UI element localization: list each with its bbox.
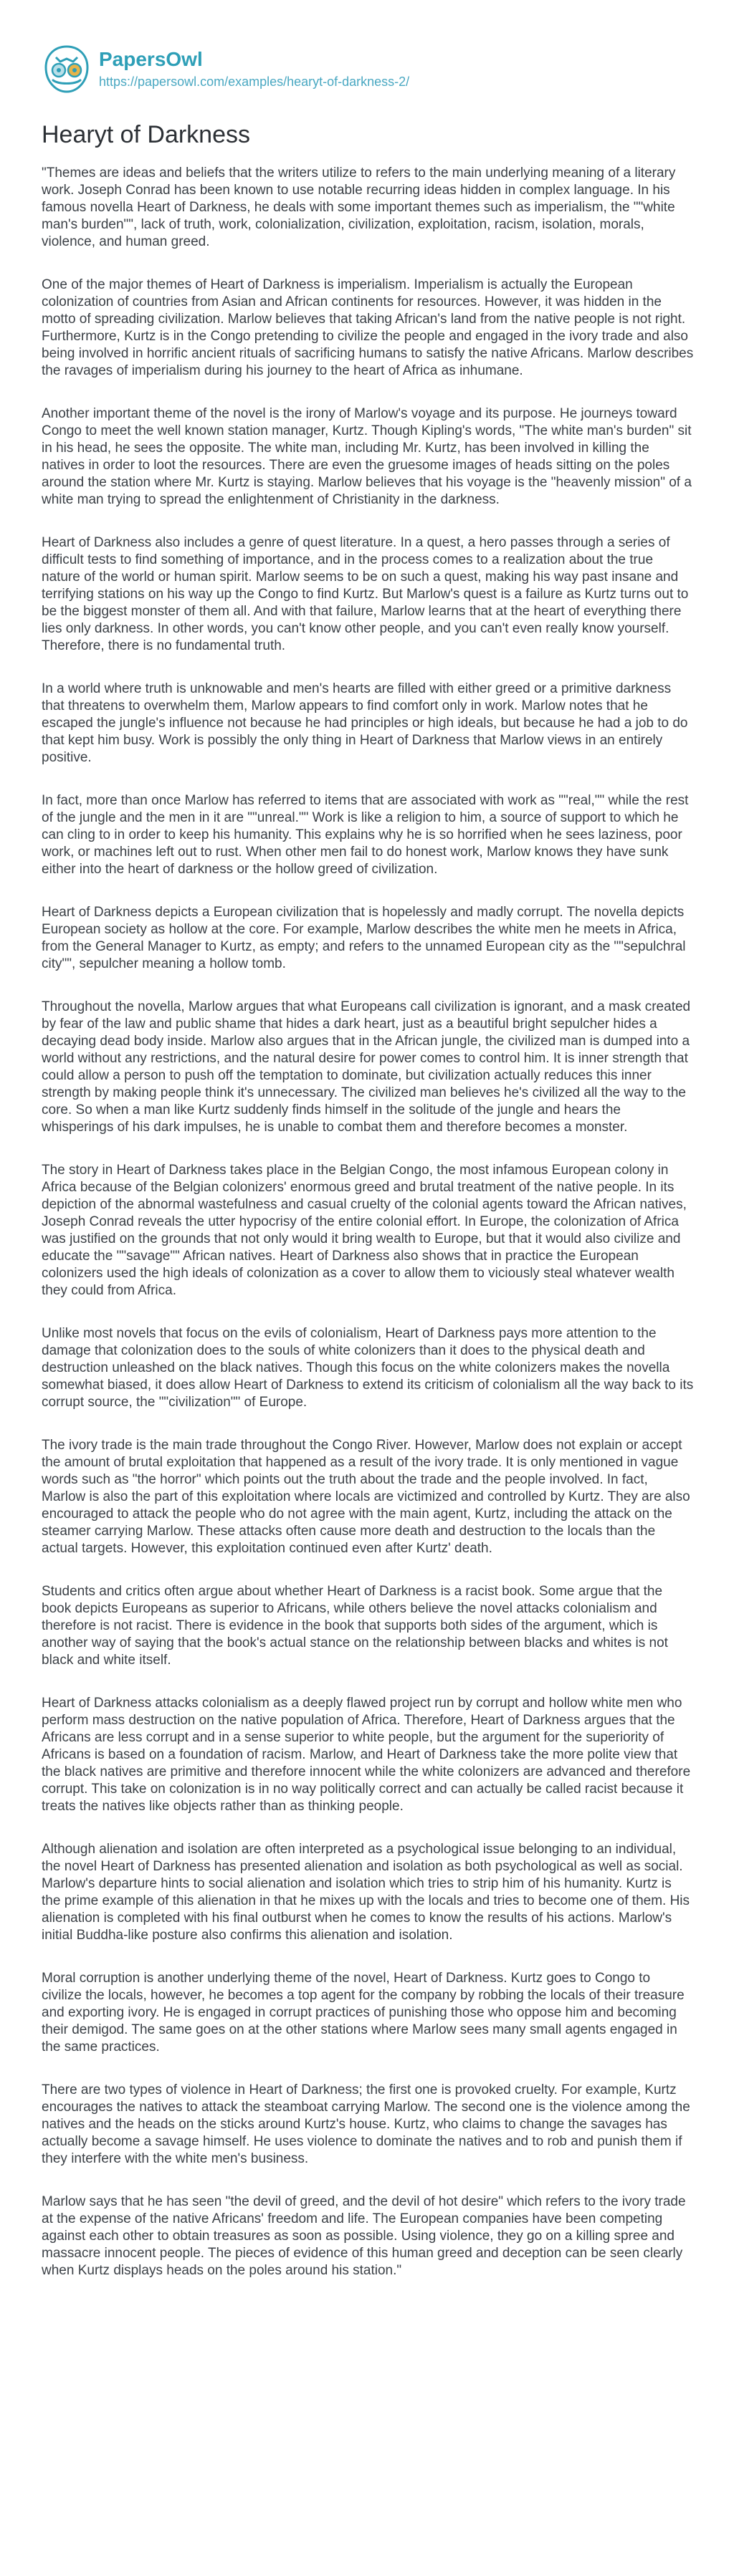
brand <box>99 48 409 91</box>
page-url[interactable]: https://papersowl.com/examples/hearyt-of-darkness-2/ <box>99 75 410 89</box>
paragraph: Heart of Darkness attacks colonialism as a deeply flawed project run by corrupt and hollow white men who perform mass destruction on the native population of Africa. Therefore, Heart of Darkness argues that the Africans are less corrupt and in a sense superior to white people, but the argument for the superiority of Africans is based on a foundation of racism. Marlow, and Heart of Darkness take the more polite view that the black natives are primitive and therefore innocent while the white colonizers are advanced and therefore corrupt. This take on colonization is in no way politically correct and can actually be called racist because it treats the natives like objects rather than as thinking people. <box>42 1696 691 1814</box>
brand-name[interactable]: PapersOwl <box>99 48 203 70</box>
article-body <box>42 165 694 2305</box>
paragraph: "Themes are ideas and beliefs that the writers utilize to refers to the main underlying meaning of a literary work. Joseph Conrad has been known to use notable recurring ideas hidden in complex language. In his famous novella Heart of Darkness, he deals with some important themes such as imperialism, the ""white man's burden"", lack of truth, work, colonialization, civilization, exploitation, racism, isolation, morals, violence, and human greed. <box>42 165 676 249</box>
paragraph: The ivory trade is the main trade throughout the Congo River. However, Marlow does not explain or accept the amount of brutal exploitation that happened as a result of the ivory trade. It is only mentioned in vague words such as "the horror" which points out the truth about the trade and the people involved. In fact, Marlow is also the part of this exploitation where locals are victimized and controlled by Kurtz. They are also encouraged to attack the people who do not agree with the main agent, Kurtz, including the attack on the steamer carrying Marlow. These attacks often cause more death and destruction to the locals than the actual targets. However, this exploitation continued even after Kurtz' death. <box>42 1438 690 1556</box>
paragraph: Throughout the novella, Marlow argues that what Europeans call civilization is ignorant, and a mask created by fear of the law and public shame that hides a dark heart, just as a beautiful bright sepulcher hides a decaying dead body inside. Marlow also argues that in the African jungle, the civilized man is dumped into a world without any restrictions, and the natural desire for power comes to control him. It is inner strength that could allow a person to push off the temptation to dominate, but civilization actually reduces this inner strength by making people think it's unnecessary. The civilized man believes he's civilized all the way to the core. So when a man like Kurtz suddenly finds himself in the solitude of the jungle and hears the whisperings of his dark impulses, he is unable to combat them and therefore becomes a monster. <box>42 999 691 1135</box>
page-title: Hearyt of Darkness <box>42 121 250 148</box>
paragraph: In fact, more than once Marlow has referred to items that are associated with work as ""real,"" while the rest of the jungle and the men in it are ""unreal."" Work is like a religion to him, a source of support to which he can cling to in order to keep his humanity. This explains why he is so horrified when he sees laziness, poor work, or machines left out to rust. When other men fail to do honest work, Marlow knows they have sunk either into the heart of darkness or the hollow greed of civilization. <box>42 793 689 877</box>
paragraph: Although alienation and isolation are often interpreted as a psychological issue belonging to an individual, the novel Heart of Darkness has presented alienation and isolation as both psychological as well as social. Marlow's departure hints to social alienation and isolation which tries to strip him of his humanity. Kurtz is the prime example of this alienation in that he mixes up with the locals and tries to become one of them. His alienation is completed with his final outburst when he comes to know the results of his actions. Marlow's initial Buddha-like posture also confirms this alienation and isolation. <box>42 1842 690 1943</box>
site-header <box>42 44 409 95</box>
paragraph: Moral corruption is another underlying theme of the novel, Heart of Darkness. Kurtz goes to Congo to civilize the locals, however, he becomes a top agent for the company by robbing the locals of their treasure and exporting ivory. He is engaged in corrupt practices of punishing those who oppose him and becoming their demigod. The same goes on at the other stations where Marlow sees many small agents engaged in the same practices. <box>42 1971 685 2054</box>
owl-logo-icon[interactable] <box>42 44 92 95</box>
paragraph: The story in Heart of Darkness takes place in the Belgian Congo, the most infamous European colony in Africa because of the Belgian colonizers' enormous greed and brutal treatment of the native people. In its depiction of the abnormal wastefulness and casual cruelty of the colonial agents toward the African natives, Joseph Conrad reveals the utter hypocrisy of the entire colonial effort. In Europe, the colonization of Africa was justified on the grounds that not only would it bring wealth to Europe, but that it would also civilize and educate the ""savage"" African natives. Heart of Darkness also shows that in practice the European colonizers used the high ideals of colonization as a cover to allow them to viciously steal whatever wealth they could from Africa. <box>42 1163 687 1298</box>
paragraph: Unlike most novels that focus on the evils of colonialism, Heart of Darkness pays more attention to the damage that colonization does to the souls of white colonizers than it does to the physical death and destruction unleashed on the black natives. Though this focus on the white colonizers makes the novella somewhat biased, it does allow Heart of Darkness to extend its criticism of colonialism all the way back to its corrupt source, the ""civilization"" of Europe. <box>42 1326 694 1410</box>
paragraph: Heart of Darkness depicts a European civilization that is hopelessly and madly corrupt. The novella depicts European society as hollow at the core. For example, Marlow describes the white men he meets in Africa, from the General Manager to Kurtz, as empty; and refers to the unnamed European city as the ""sepulchral city"", sepulcher meaning a hollow tomb. <box>42 905 686 971</box>
paragraph: Heart of Darkness also includes a genre of quest literature. In a quest, a hero passes through a series of difficult tests to find something of importance, and in the process comes to a realization about the true nature of the world or human spirit. Marlow seems to be on such a quest, making his way past insane and terrifying stations on his way up the Congo to find Kurtz. But Marlow's quest is a failure as Kurtz turns out to be the biggest monster of them all. And with that failure, Marlow learns that at the heart of everything there lies only darkness. In other words, you can't know other people, and you can't even really know yourself. Therefore, there is no fundamental truth. <box>42 535 689 653</box>
paragraph: Another important theme of the novel is the irony of Marlow's voyage and its purpose. He journeys toward Congo to meet the well known station manager, Kurtz. Though Kipling's words, "The white man's burden" sit in his head, he sees the opposite. The white man, including Mr. Kurtz, has been involved in killing the natives in order to loot the resources. There are even the gruesome images of heads sitting on the poles around the station where Mr. Kurtz is staying. Marlow believes that his voyage is the "heavenly mission" of a white man trying to spread the enlightenment of Christianity in the darkness. <box>42 406 692 507</box>
paragraph: Students and critics often argue about whether Heart of Darkness is a racist book. Some argue that the book depicts Europeans as superior to Africans, while others believe the novel attacks colonialism and therefore is not racist. There is evidence in the book that supports both sides of the argument, which is another way of saying that the book's actual stance on the relationship between blacks and whites is not black and white itself. <box>42 1584 668 1668</box>
paragraph: Marlow says that he has seen "the devil of greed, and the devil of hot desire" which refers to the ivory trade at the expense of the native Africans' freedom and life. The European companies have been competing against each other to obtain treasures as soon as possible. Using violence, they go on a killing spree and massacre innocent people. The pieces of evidence of this human greed and deception can be seen clearly when Kurtz displays heads on the poles around his station." <box>42 2194 686 2278</box>
paragraph: There are two types of violence in Heart of Darkness; the first one is provoked cruelty. For example, Kurtz encourages the natives to attack the steamboat carrying Marlow. The second one is the violence among the natives and the heads on the sticks around Kurtz's house. Kurtz, who claims to change the savages has actually become a savage himself. He uses violence to dominate the natives and to rob and punish them if they interfere with the white men's business. <box>42 2082 690 2166</box>
paragraph: One of the major themes of Heart of Darkness is imperialism. Imperialism is actually the European colonization of countries from Asian and African continents for resources. However, it was hidden in the motto of spreading civilization. Marlow believes that taking African's land from the native people is not right. Furthermore, Kurtz is in the Congo pretending to civilize the people and engaged in the ivory trade and also being involved in horrific ancient rituals of sacrificing humans to satisfy the native Africans. Marlow describes the ravages of imperialism during his journey to the heart of Africa as inhumane. <box>42 277 694 378</box>
paragraph: In a world where truth is unknowable and men's hearts are filled with either greed or a primitive darkness that threatens to overwhelm them, Marlow appears to find comfort only in work. Marlow notes that he escaped the jungle's influence not because he had principles or high ideals, but because he had a job to do that kept him busy. Work is possibly the only thing in Heart of Darkness that Marlow views in an entirely positive. <box>42 681 688 765</box>
